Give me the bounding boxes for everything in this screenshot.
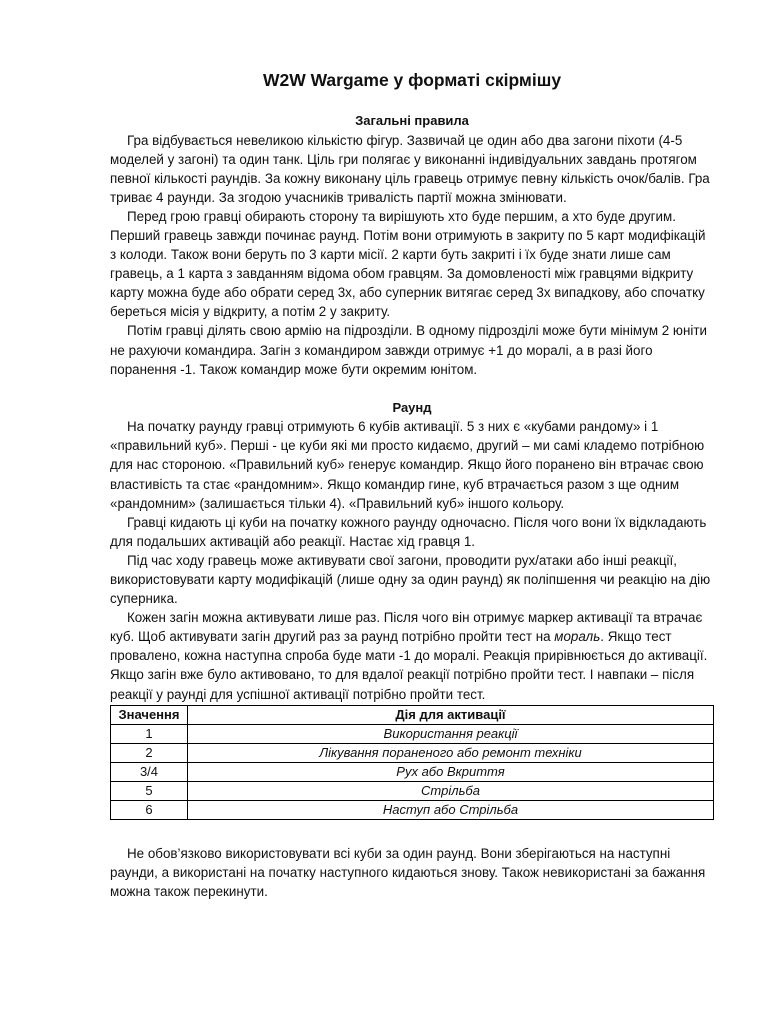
general-paragraph-1: Гра відбувається невеликою кількістю фігур. Зазвичай це один або два загони піхоти (4-5 моделей у загоні) та один танк. Ціль гри полягає у виконанні індивідуальних завдань протягом певної кількості раундів. За кожну виконану ціль гравець отримує певну кількість очок/балів. Гра триває 4 раунди. За згодою учасників тривалість партії можна змінювати.: [110, 132, 710, 205]
round-paragraph-1: На початку раунду гравці отримують 6 кубів активації. 5 з них є «кубами рандому» і 1 «правильний куб». Перші - це куби які ми просто кидаємо, другий – ми самі кладемо потрібною для нас стороною. «Правильний куб» генерує командир. Якщо його поранено він втрачає свою властивість та стає «рандомним». Якщо командир гине, куб втрачається разом з ще одним «рандомним» (залишається тільки 4). «Правильний куб» іншого кольору.: [110, 419, 705, 511]
header-action: Дія для активації: [188, 705, 714, 724]
closing-paragraph: Не обов’язково використовувати всі куби за один раунд. Вони зберігаються на наступні раунди, а використані на початку наступного кидаються знову. Також невикористані за бажання можна також перекинути.: [110, 845, 706, 899]
row-value: 3/4: [111, 762, 188, 781]
round-paragraph-2: Гравці кидають ці куби на початку кожного раунду одночасно. Після чого вони їх відкладають для подальших активацій або реакції. Настає хід гравця 1.: [110, 514, 707, 549]
table-row: [111, 762, 714, 781]
row-action: Наступ або Стрільба: [188, 800, 714, 819]
round-paragraph-3: Під час ходу гравець може активувати свої загони, проводити рух/атаки або інші реакції, використовувати карту модифікацій (лише одну за один раунд) як поліпшення чи реакцію на дію суперника.: [110, 552, 711, 607]
round-heading: Раунд: [392, 399, 432, 415]
row-action: Стрільба: [188, 781, 714, 800]
row-action: Використання реакції: [188, 724, 714, 743]
spacer: [110, 379, 714, 399]
activation-table-header-row: [111, 705, 714, 724]
document-title: W2W Wargame у форматі скірмішу: [262, 70, 562, 90]
activation-text-emphasis: мораль: [554, 629, 601, 645]
row-value: 1: [111, 724, 188, 743]
row-value: 5: [111, 781, 188, 800]
row-action: Лікування пораненого або ремонт техніки: [188, 743, 714, 762]
row-value: 6: [111, 800, 188, 819]
general-paragraph-2: Перед грою гравці обирають сторону та вирішують хто буде першим, а хто буде другим. Перший гравець завжди починає раунд. Потім вони отримують в закриту по 5 карт модифікацій з колоди. Також вони беруть по 3 карти місії. 2 карти буть закриті і їх буде знати лише сам гравець, а 1 карта з завданням відома обом гравцям. За домовленості між гравцями відкриту карту можна буде або обрати серед 3х, або суперник витягає серед 3х випадкову, або спочатку береться місія у відкриту, а потім 2 у закриту.: [110, 208, 706, 320]
table-row: [111, 743, 714, 762]
activation-text-before: Кожен загін можна активувати лише раз. Після чого він отримує маркер активації та втрачає куб. Щоб активувати загін другий раз за раунд потрібно пройти тест на: [110, 610, 703, 645]
table-row: [111, 800, 714, 819]
general-paragraph-3: Потім гравці ділять свою армію на підрозділи. В одному підрозділі може бути мінімум 2 юніти не рахуючи командира. Загін з командиром завжди отримує +1 до моралі, а в разі його поранення -1. Також командир може бути окремим юнітом.: [110, 323, 707, 377]
header-value: Значення: [111, 705, 188, 724]
activation-text-after: . Якщо тест провалено, кожна наступна спроба буде мати -1 до моралі. Реакція прирівнюється до активації. Якщо загін вже було активовано, то для вдалої реакції потрібно пройти тест. І навпаки – після реакції у раунді для успішної активації потрібно пройти тест.: [110, 629, 708, 702]
row-value: 2: [111, 743, 188, 762]
round-section: [110, 399, 714, 901]
general-rules-heading: Загальні правила: [355, 113, 469, 128]
row-action: Рух або Вкриття: [188, 762, 714, 781]
table-row: [111, 781, 714, 800]
document-page: [110, 68, 714, 901]
activation-table: [110, 705, 714, 820]
round-paragraph-4: [110, 608, 714, 703]
general-rules-section: [110, 112, 714, 379]
table-row: [111, 724, 714, 743]
